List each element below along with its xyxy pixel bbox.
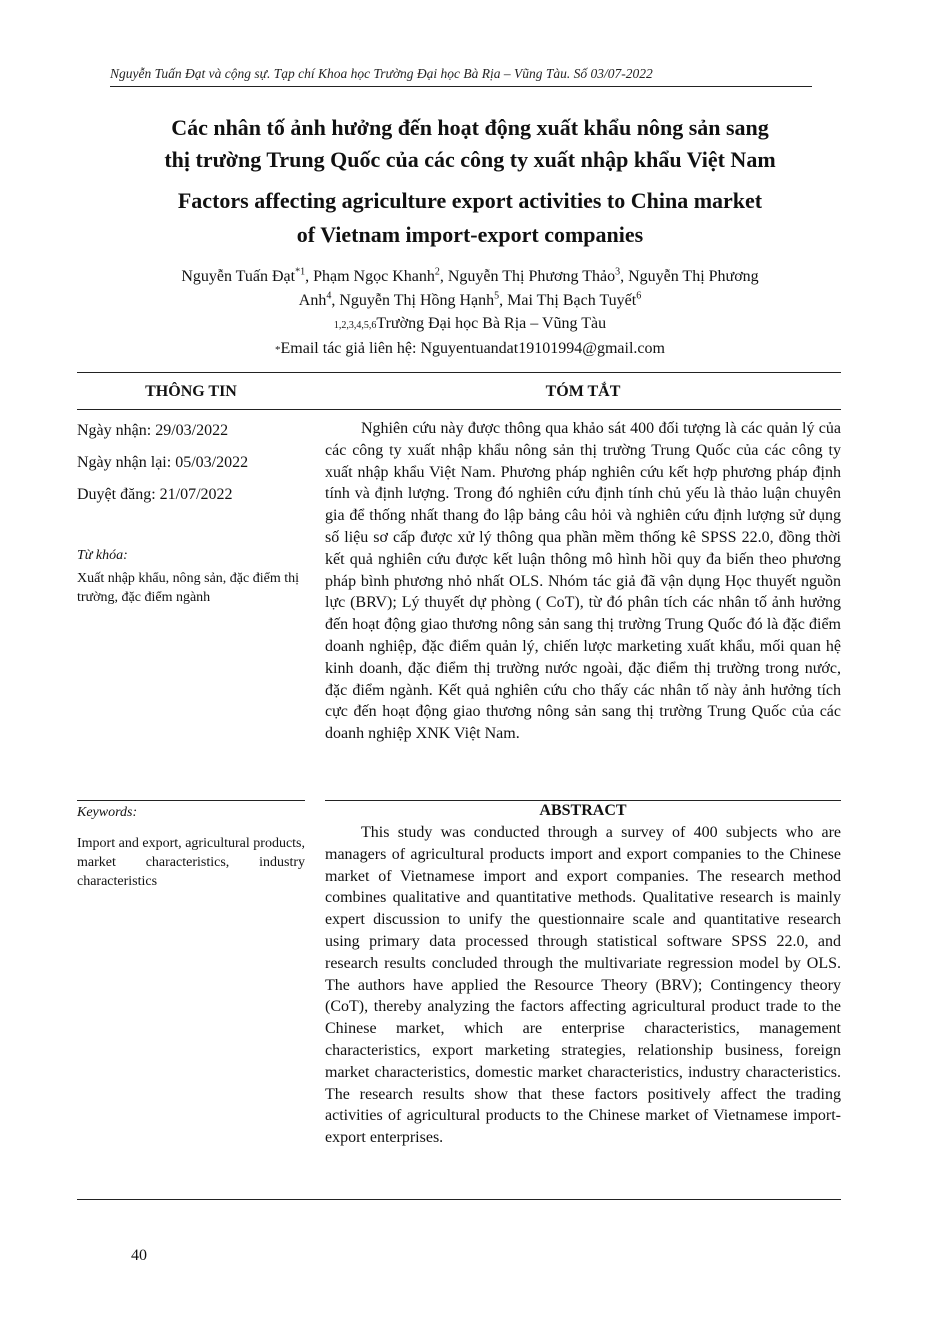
- author-2: Phạm Ngọc Khanh: [313, 268, 435, 285]
- page-number: 40: [131, 1247, 147, 1264]
- keywords-vi-text: Xuất nhập khẩu, nông sản, đặc điểm thị trường, đặc điểm ngành: [77, 571, 300, 605]
- table-bottom-rule: [77, 1199, 841, 1200]
- table-top-rule: [77, 372, 841, 373]
- title-vietnamese: [60, 112, 880, 176]
- author-4-mark: 4: [326, 290, 332, 302]
- author-1-mark: *1: [295, 266, 306, 278]
- received-date: Ngày nhận: 29/03/2022: [77, 422, 229, 439]
- author-4-part-1: Nguyễn Thị Phương: [628, 268, 759, 285]
- affiliation-name: Trường Đại học Bà Rịa – Vũng Tàu: [376, 315, 607, 332]
- abstract-vietnamese: Nghiên cứu này được thông qua khảo sát 400 đối tượng là các quản lý của các công ty xuất nhập khẩu nông sản thị trường Trung Quốc của các công ty xuất nhập khẩu Việt Nam. Phương pháp nghiên cứu kết hợp phương pháp định tính và định lượng. Trong đó nghiên cứu định tính chủ yếu là thảo luận chuyên gia để thống nhất thang đo lập bảng câu hỏi và nghiên cứu định lượng sử dụng số liệu sơ cấp được xử lý thông qua phần mềm thống kê SPSS 22.0, đồng thời kết quả nghiên cứu được kết luận thông mô hình hồi quy đa biến theo phương pháp bình phương nhỏ nhất OLS. Nhóm tác giả đã vận dụng Học thuyết nguồn lực (BRV); Lý thuyết dự phòng ( CoT), từ đó phân tích các nhân tố ảnh hưởng đến hoạt động giao thương nông sản sang thị trường Trung Quốc đó là đặc điểm doanh nghiệp, đặc điểm quản lý, chiến lược marketing xuất khẩu, mối quan hệ kinh doanh, đặc điểm thị trường nước ngoài, đặc điểm thị trường trong nước, đặc điểm ngành. Kết quả nghiên cứu cho thấy các nhân tố này ảnh hưởng tích cực đến hoạt động giao thương nông sản sang thị trường Trung Quốc của các doanh nghiệp XNK Việt Nam.: [325, 420, 841, 743]
- title-english: [60, 184, 880, 252]
- author-3-mark: 3: [615, 266, 621, 278]
- keywords-en-text: Import and export, agricultural products, market characteristics, industry characteristics: [77, 836, 305, 889]
- author-list: Nguyễn Tuấn Đạt$^{*1}$, Phạm Ngọc Khanh$^2$, Nguyễn Thị Phương Thảo$^3$, Nguyễn Thị Phương Anh$^4$, Nguyễn Thị Hồng Hạnh$^5$, Mai Thị Bạch Tuyết$^6$: [181, 266, 759, 309]
- running-header: Nguyễn Tuấn Đạt và cộng sự. Tạp chí Khoa học Trường Đại học Bà Rịa – Vũng Tàu. Số 03/07-2022: [110, 66, 653, 81]
- abstract-english: This study was conducted through a survey of 400 subjects who are managers of agricultural products import and export companies to the Chinese market of Vietnamese import and export companies. The research method combines qualitative and quantitative methods. Qualitative research is mainly expert discussion to unify the questionnaire scale and quantitative research using primary data processed through statistical software SPSS 22.0, and research results concluded through the multivariate regression model by OLS. The authors have applied the Resource Theory (BRV); Contingency theory (CoT), thereby analyzing the factors affecting agricultural product trade to the Chinese market, which are enterprise characteristics, management characteristics, export marketing strategies, relationship business, foreign market characteristics, domestic market characteristics, industry characteristics. The research results show that these factors positively affect the trading activities of agricultural products to the Chinese market of Vietnamese import-export enterprises.: [325, 824, 841, 1147]
- author-5: Nguyễn Thị Hồng Hạnh: [339, 292, 495, 309]
- author-4-part-2: Anh: [298, 292, 327, 309]
- author-3: Nguyễn Thị Phương Thảo: [447, 268, 616, 285]
- title-vi-line-1: Các nhân tố ảnh hưởng đến hoạt động xuất khẩu nông sản sang: [171, 115, 769, 140]
- contact-email: [60, 337, 880, 362]
- table-header-rule: [77, 409, 841, 410]
- abstract-heading: ABSTRACT: [539, 802, 627, 819]
- email-mark: *: [275, 344, 281, 356]
- accepted-date: Duyệt đăng: 21/07/2022: [77, 486, 233, 503]
- title-en-line-2: of Vietnam import-export companies: [296, 222, 644, 247]
- author-2-mark: 2: [434, 266, 440, 278]
- author-6-mark: 6: [636, 290, 642, 302]
- author-1: Nguyễn Tuấn Đạt: [181, 268, 296, 285]
- revised-date: Ngày nhận lại: 05/03/2022: [77, 454, 249, 471]
- section-divider-left: [77, 800, 305, 801]
- title-en-line-1: Factors affecting agriculture export activities to China market: [177, 188, 763, 213]
- article-info: [77, 419, 305, 515]
- section-divider-right: [325, 800, 841, 801]
- info-column-header: THÔNG TIN: [145, 383, 237, 400]
- title-block: [60, 112, 880, 362]
- summary-column-header: TÓM TẮT: [545, 383, 621, 400]
- author-5-mark: 5: [494, 290, 500, 302]
- title-vi-line-2: thị trường Trung Quốc của các công ty xuất nhập khẩu Việt Nam: [164, 147, 776, 172]
- email-text: Email tác giả liên hệ: Nguyentuandat19101994@gmail.com: [280, 340, 665, 357]
- affiliation-marks: 1,2,3,4,5,6: [333, 320, 377, 331]
- keywords-vi-label: Từ khóa:: [77, 548, 128, 563]
- keywords-en-label: Keywords:: [77, 805, 138, 820]
- author-6: Mai Thị Bạch Tuyết: [507, 292, 637, 309]
- affiliation: [60, 313, 880, 337]
- header-rule: [110, 86, 812, 87]
